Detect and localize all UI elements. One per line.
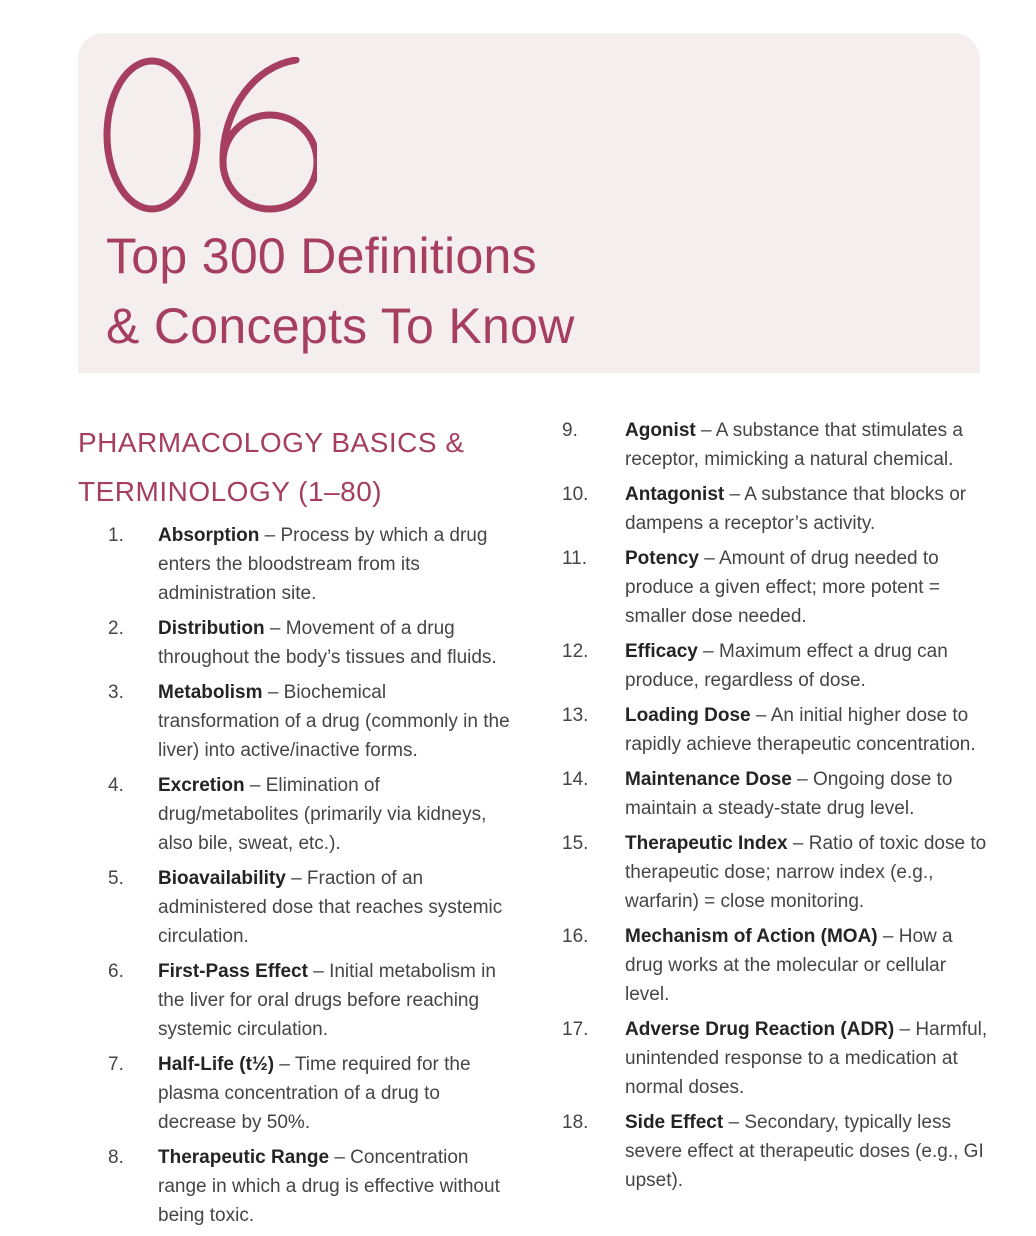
definition-column-right	[562, 416, 988, 1201]
item-text	[158, 521, 512, 608]
definition-item-17	[562, 1015, 988, 1102]
chapter-title	[106, 221, 575, 361]
term: Excretion	[158, 775, 245, 796]
definition: – Movement of a drug throughout the body’s tissues and fluids.	[158, 618, 497, 668]
definition-item-11	[562, 544, 988, 631]
definition: – Concentration range in which a drug is effective without being toxic.	[158, 1147, 500, 1226]
definition-column-left	[108, 521, 512, 1236]
definition-item-14	[562, 765, 988, 823]
item-number: 7.	[108, 1054, 124, 1075]
term: Half-Life (t½)	[158, 1054, 275, 1075]
item-number: 2.	[108, 618, 124, 639]
section-heading-line2: TERMINOLOGY (1–80)	[78, 476, 383, 507]
definition-list-left	[108, 521, 512, 1230]
definition: – Secondary, typically less severe effect at therapeutic doses (e.g., GI upset).	[625, 1112, 984, 1191]
term: Antagonist	[625, 484, 725, 505]
definition: – Harmful, unintended response to a medication at normal doses.	[625, 1019, 988, 1098]
item-text	[625, 701, 988, 759]
item-text	[625, 922, 988, 1009]
item-number: 11.	[562, 548, 588, 569]
item-number: 6.	[108, 961, 124, 982]
item-text	[625, 1015, 988, 1102]
item-number: 18.	[562, 1112, 589, 1133]
term: Efficacy	[625, 641, 698, 662]
item-text	[625, 416, 988, 474]
definition-item-4	[108, 771, 512, 858]
item-number: 4.	[108, 775, 124, 796]
definition-item-3	[108, 678, 512, 765]
item-text	[625, 637, 988, 695]
definition: – Ratio of toxic dose to therapeutic dose; narrow index (e.g., warfarin) = close monitoring.	[625, 833, 987, 912]
digit-six-stem	[223, 60, 296, 159]
definition-item-1	[108, 521, 512, 608]
section-heading	[78, 418, 465, 516]
definition-item-9	[562, 416, 988, 474]
item-text	[625, 544, 988, 631]
item-number: 10.	[562, 484, 589, 505]
term: Therapeutic Index	[625, 833, 788, 854]
section-heading-line1: PHARMACOLOGY BASICS &	[78, 427, 465, 458]
item-number: 1.	[108, 525, 124, 546]
definition: – Initial metabolism in the liver for oral drugs before reaching systemic circulation.	[158, 961, 496, 1040]
item-text	[158, 957, 512, 1044]
item-number: 8.	[108, 1147, 124, 1168]
item-text	[625, 829, 988, 916]
definition: – How a drug works at the molecular or cellular level.	[625, 926, 953, 1005]
definition: – Process by which a drug enters the bloodstream from its administration site.	[158, 525, 488, 604]
definition-item-8	[108, 1143, 512, 1230]
term: Adverse Drug Reaction (ADR)	[625, 1019, 895, 1040]
chapter-title-line2: & Concepts To Know	[106, 298, 575, 354]
definition: – A substance that blocks or dampens a receptor’s activity.	[625, 484, 967, 534]
definition: – Elimination of drug/metabolites (primarily via kidneys, also bile, sweat, etc.).	[158, 775, 487, 854]
definition: – A substance that stimulates a receptor, mimicking a natural chemical.	[625, 420, 963, 470]
item-text	[158, 771, 512, 858]
item-text	[158, 864, 512, 951]
item-number: 14.	[562, 769, 589, 790]
definition-item-18	[562, 1108, 988, 1195]
item-number: 17.	[562, 1019, 589, 1040]
definition-item-6	[108, 957, 512, 1044]
term: Metabolism	[158, 682, 263, 703]
term: Mechanism of Action (MOA)	[625, 926, 878, 947]
item-text	[158, 1050, 512, 1137]
term: First-Pass Effect	[158, 961, 308, 982]
item-number: 12.	[562, 641, 589, 662]
definition-list-right	[562, 416, 988, 1195]
term: Maintenance Dose	[625, 769, 792, 790]
item-number: 5.	[108, 868, 124, 889]
definition: – Ongoing dose to maintain a steady-state drug level.	[625, 769, 953, 819]
term: Absorption	[158, 525, 260, 546]
chapter-number-figure	[103, 57, 317, 213]
definition: – Biochemical transformation of a drug (commonly in the liver) into active/inactive forms.	[158, 682, 510, 761]
item-number: 13.	[562, 705, 589, 726]
definition: – Amount of drug needed to produce a given effect; more potent = smaller dose needed.	[625, 548, 940, 627]
term: Therapeutic Range	[158, 1147, 330, 1168]
definition: – Time required for the plasma concentration of a drug to decrease by 50%.	[158, 1054, 471, 1133]
definition-item-15	[562, 829, 988, 916]
term: Bioavailability	[158, 868, 286, 889]
item-number: 9.	[562, 420, 578, 441]
definition-item-5	[108, 864, 512, 951]
definition-item-12	[562, 637, 988, 695]
item-text	[158, 1143, 512, 1230]
item-text	[625, 480, 988, 538]
item-number: 15.	[562, 833, 589, 854]
definition-item-10	[562, 480, 988, 538]
definition-item-2	[108, 614, 512, 672]
digit-six-loop	[223, 115, 317, 209]
definition: – Fraction of an administered dose that reaches systemic circulation.	[158, 868, 503, 947]
term: Loading Dose	[625, 705, 751, 726]
item-number: 3.	[108, 682, 124, 703]
definition-item-7	[108, 1050, 512, 1137]
term: Agonist	[625, 420, 696, 441]
definition-item-13	[562, 701, 988, 759]
chapter-header-panel	[78, 33, 980, 373]
term: Side Effect	[625, 1112, 724, 1133]
item-text	[158, 614, 512, 672]
digit-zero	[107, 61, 197, 209]
item-text	[625, 1108, 988, 1195]
chapter-title-line1: Top 300 Definitions	[106, 228, 537, 284]
term: Distribution	[158, 618, 265, 639]
item-text	[158, 678, 512, 765]
item-number: 16.	[562, 926, 589, 947]
term: Potency	[625, 548, 699, 569]
definition: – An initial higher dose to rapidly achieve therapeutic concentration.	[625, 705, 976, 755]
definition-item-16	[562, 922, 988, 1009]
item-text	[625, 765, 988, 823]
definition: – Maximum effect a drug can produce, regardless of dose.	[625, 641, 948, 691]
